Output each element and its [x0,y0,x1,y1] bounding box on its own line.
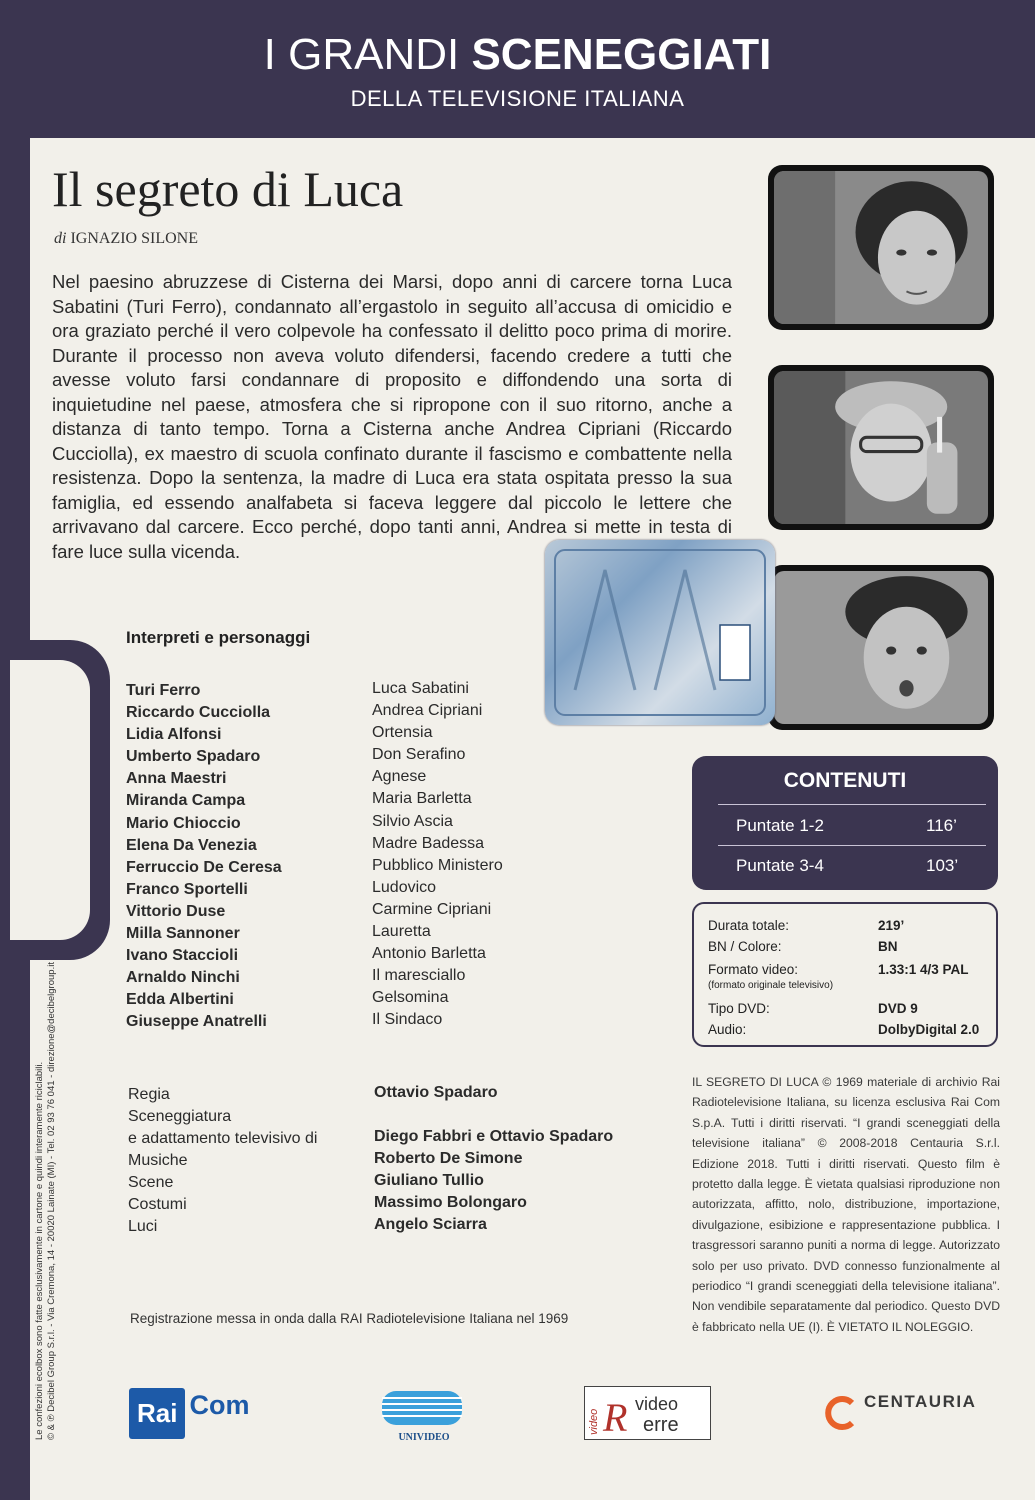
credit-value: Roberto De Simone [374,1150,523,1167]
tech-row [708,939,898,954]
tech-value: 1.33:1 4/3 PAL [878,962,969,977]
cast-actor: Vittorio Duse [126,902,226,920]
credit-value: Ottavio Spadaro [374,1084,498,1101]
cast-role: Lauretta [372,923,431,941]
episode-duration: 116’ [926,816,957,835]
credit-value: Giuliano Tullio [374,1172,484,1189]
cast-role: Andrea Cipriani [372,702,483,720]
credit-label: Luci [128,1218,158,1235]
videorerre-r-icon: R [603,1395,628,1439]
cast-actor: Arnaldo Ninchi [126,969,240,987]
author-prefix: di [54,230,67,247]
episode-row [736,856,966,876]
tech-format-note: (formato originale televisivo) [708,980,834,991]
tech-value: DolbyDigital 2.0 [878,1022,980,1037]
univideo-logo [378,1385,470,1445]
credit-value: Diego Fabbri e Ottavio Spadaro [374,1128,614,1145]
cast-role: Antonio Barletta [372,945,486,963]
vertical-side-text [34,880,84,1440]
cast-roles-column [372,678,503,1032]
cast-actor: Lidia Alfonsi [126,726,222,744]
cast-actor: Umberto Spadaro [126,748,261,766]
series-subtitle: DELLA TELEVISIONE ITALIANA [350,86,685,111]
cast-actor: Riccardo Cucciolla [126,704,271,722]
cast-role: Il maresciallo [372,967,466,985]
series-title-main: SCENEGGIATI [471,30,772,79]
contents-title: CONTENUTI [783,769,907,792]
cast-role: Agnese [372,768,427,786]
publisher-address: © & ℗ Decibel Group S.r.l. - Via Cremona, 14 - 20020 Lainate (MI) - Tel. 02 93 76 041 - direzione@decibelgroup.it [46,962,57,1440]
tech-label: BN / Colore: [708,939,782,954]
tech-row [708,1022,980,1037]
cast-role: Madre Badessa [372,834,485,852]
videorerre-logo [584,1386,711,1440]
centauria-logo-text: CENTAURIA [864,1392,977,1411]
tech-label: Formato video: [708,962,799,977]
tech-row [708,918,905,933]
author-name: IGNAZIO SILONE [70,230,198,247]
cast-actor: Miranda Campa [126,792,246,810]
recycling-note: Le confezioni ecolbox sono fatte esclusivamente in cartone e quindi interamente riciclabili. [34,1061,45,1440]
series-title-prefix: I GRANDI [263,30,460,79]
cast-role: Carmine Cipriani [372,900,492,918]
credit-value: Massimo Bolongaro [374,1194,527,1211]
cast-actor: Turi Ferro [126,682,201,699]
series-title [0,30,1035,80]
cast-actor: Anna Maestri [126,770,227,788]
tech-value: DVD 9 [878,1001,918,1016]
cast-actor: Mario Chioccio [126,814,241,832]
tech-label: Tipo DVD: [708,1001,770,1016]
episode-duration: 103’ [926,856,959,875]
centauria-logo [822,1392,976,1431]
tech-row [708,1001,918,1016]
episode-label: Puntate 1-2 [736,816,824,835]
tech-specs-box [692,902,998,1047]
cast-actor: Ivano Staccioli [126,947,239,965]
credit-label: Sceneggiatura [128,1108,232,1125]
rai-logo-text: Rai [129,1388,185,1439]
cast-role: Il Sindaco [372,1011,443,1029]
credit-label: Regia [128,1086,170,1103]
cast-actor: Giuseppe Anatrelli [126,1013,267,1031]
cast-actor: Franco Sportelli [126,880,248,898]
cast-role: Pubblico Ministero [372,856,503,874]
contents-divider [718,845,986,846]
synopsis-text: Nel paesino abruzzese di Cisterna dei Marsi, dopo anni di carcere torna Luca Sabatini (Turi Ferro), condannato all’ergastolo in seguito all’accusa di omicidio e ora graziato perché il vero colpevole ha confessato il delitto poco prima di morire. Durante il processo non aveva voluto difendersi, facendo credere a tutti che avesse voluto farsi condannare di proposito e diffondendo una sorta di inquietudine nel paese, atmosfera che si ripropone con il suo ritorno, anche a distanza di tanto tempo. Torna a Cisterna anche Andrea Cipriani (Riccardo Cucciolla), ex maestro di scuola confinato durante il fascismo e combattente nella resistenza. Dopo la sentenza, la madre di Luca era stata ospitata presso la sua famiglia, ed essendo analfabeta si faceva leggere dal piccolo le lettere che arrivavano dal carcere. Ecco perché, dopo tanti anni, Andrea si mette in testa di fare luce sulla vicenda. [52,271,732,562]
univideo-logo-text: UNIVIDEO [398,1432,450,1443]
tech-label: Durata totale: [708,918,790,933]
still-image-woman [768,165,994,330]
still-image-man [768,365,994,530]
tech-value: 219’ [878,918,905,933]
cast-actor: Milla Sannoner [126,925,240,943]
credit-value [374,1104,613,1126]
videorerre-side-text: video [588,1408,600,1435]
cast-actor: Elena Da Venezia [126,836,257,854]
cast-heading: Interpreti e personaggi [126,628,311,647]
raicom-logo [129,1388,249,1439]
broadcast-note: Registrazione messa in onda dalla RAI Radiotelevisione Italiana nel 1969 [130,1311,569,1326]
centauria-mark-icon [822,1395,858,1431]
videorerre-sub-text: erre [643,1414,679,1436]
cast-role: Ludovico [372,878,437,896]
cast-role: Don Serafino [372,746,466,764]
videorerre-main-text: video [635,1394,679,1414]
credit-label: Scene [128,1174,174,1191]
cast-role: Luca Sabatini [372,680,469,697]
credits-values-column [374,1082,613,1236]
com-logo-text: Com [189,1390,250,1420]
author-line [54,230,198,248]
credits-labels-column [128,1084,317,1238]
legal-notice: IL SEGRETO DI LUCA © 1969 materiale di archivio Rai Radiotelevisione Italiana, su licenza esclusiva Rai Com S.p.A. Tutti i diritti riservati. “I grandi sceneggiati della televisione italiana” © 2008-2018 Centauria S.r.l. Edizione 2018. Tutti i diritti riservati. Questo film è protetto dalla legge. È vietata qualsiasi riproduzione non autorizzata, affitto, nolo, distribuzione, importazione, divulgazione, esibizione e rappresentazione pubblica. I trasgressori saranno puniti a norma di legge. Autorizzato solo per uso privato. DVD connesso funzionalmente al periodico “I grandi sceneggiati della televisione italiana”. Non vendibile separatamente dal periodico. Questo DVD è fabbricato nella UE (I). È VIETATO IL NOLEGGIO. [692,1075,1000,1334]
still-image-elderly-woman [768,565,994,730]
cast-actors-column [126,680,282,1034]
cast-role: Maria Barletta [372,790,472,808]
credit-value: Angelo Sciarra [374,1216,487,1233]
tech-row [708,962,969,977]
credit-label: e adattamento televisivo di [128,1130,318,1147]
episode-row [736,816,966,836]
cast-role: Gelsomina [372,989,449,1007]
contents-box [692,756,998,890]
siae-hologram-sticker [545,540,775,725]
cast-actor: Edda Albertini [126,991,234,1009]
credit-label: Musiche [128,1152,188,1169]
cast-role: Ortensia [372,724,433,742]
tech-value: BN [878,939,898,954]
credit-label: Costumi [128,1196,187,1213]
cast-role: Silvio Ascia [372,812,453,830]
page-title: Il segreto di Luca [52,161,404,217]
contents-divider [718,804,986,805]
cast-actor: Ferruccio De Ceresa [126,858,282,876]
episode-label: Puntate 3-4 [736,856,824,875]
tech-label: Audio: [708,1022,747,1037]
